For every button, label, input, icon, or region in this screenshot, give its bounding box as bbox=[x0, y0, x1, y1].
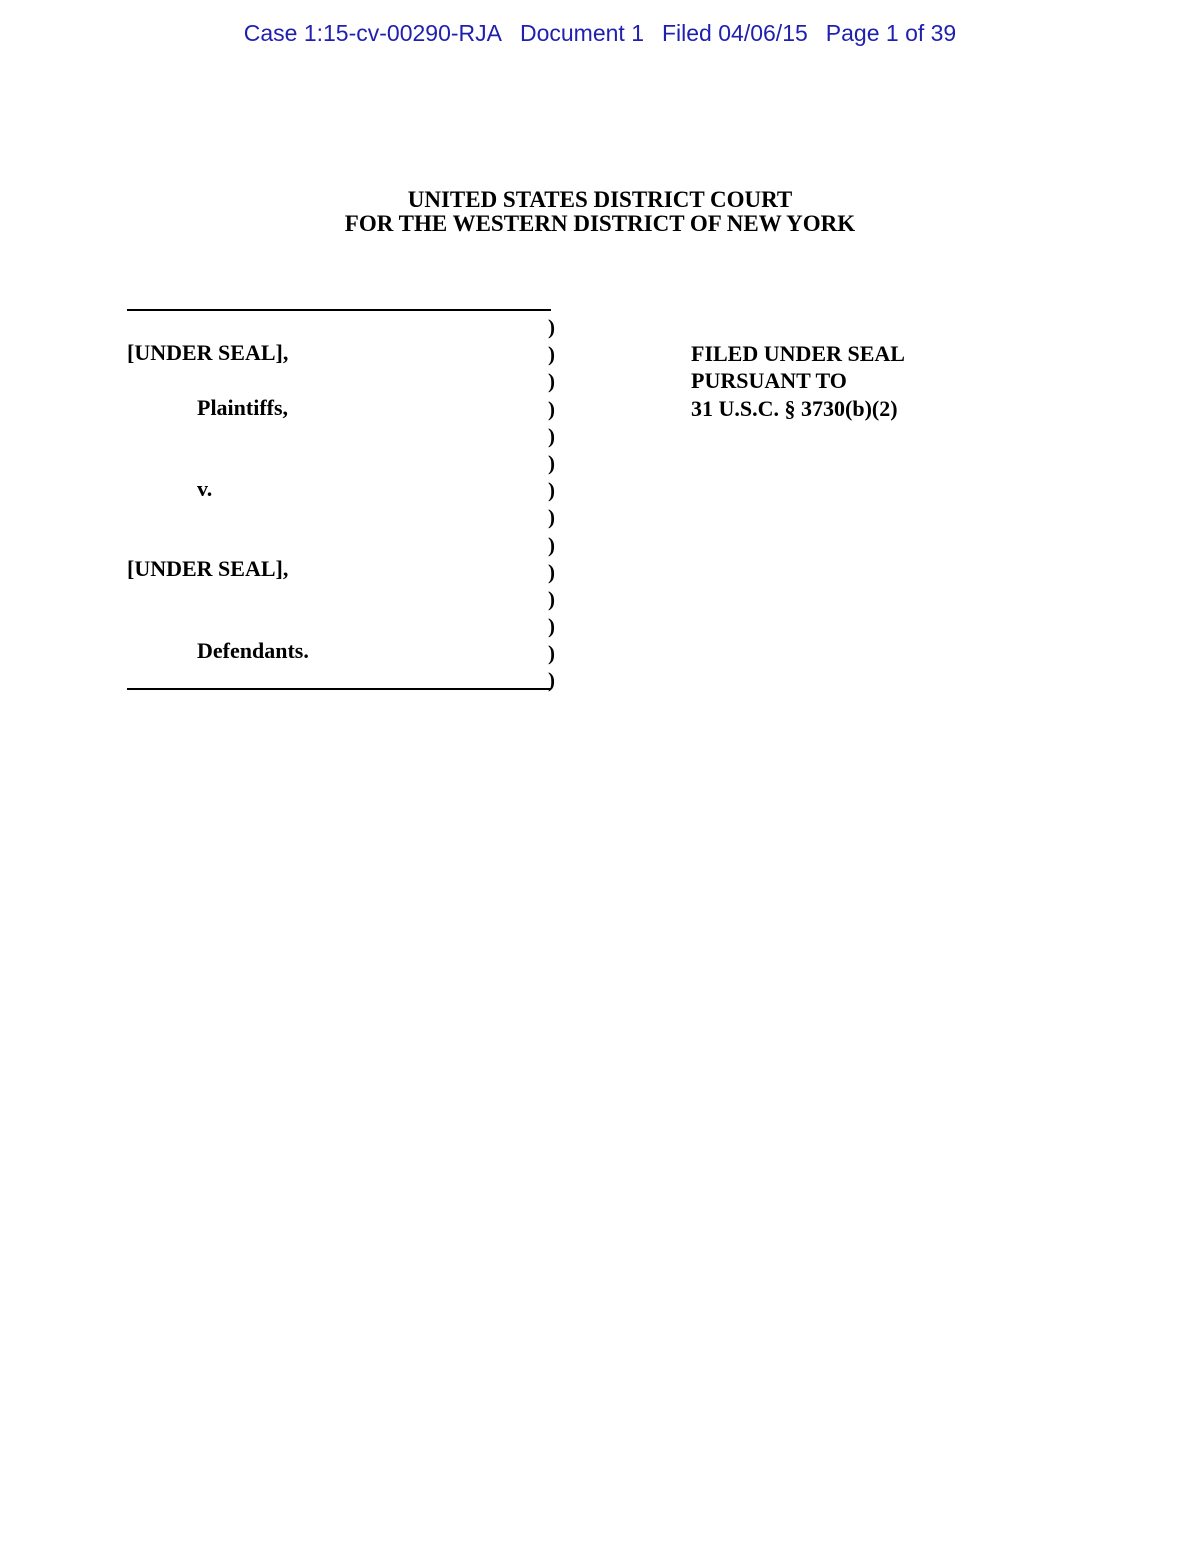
court-title bbox=[0, 188, 1200, 236]
caption-paren: ) bbox=[548, 559, 555, 584]
page-indicator: Page 1 of 39 bbox=[825, 20, 957, 46]
court-title-line1: UNITED STATES DISTRICT COURT bbox=[407, 187, 793, 212]
defendant-role: Defendants. bbox=[197, 638, 309, 663]
seal-notice-line1: FILED UNDER SEAL bbox=[691, 341, 905, 366]
caption-paren: ) bbox=[548, 342, 555, 367]
court-title-line2: FOR THE WESTERN DISTRICT OF NEW YORK bbox=[344, 211, 856, 236]
caption-paren: ) bbox=[548, 641, 555, 666]
seal-notice bbox=[691, 340, 905, 422]
caption-paren: ) bbox=[548, 668, 555, 693]
caption-paren: ) bbox=[548, 450, 555, 475]
caption-paren: ) bbox=[548, 315, 555, 339]
caption-paren: ) bbox=[548, 478, 555, 503]
plaintiff-role: Plaintiffs, bbox=[197, 395, 289, 420]
versus-label: v. bbox=[197, 476, 213, 501]
case-number: Case 1:15-cv-00290-RJA bbox=[243, 20, 502, 46]
ecf-header bbox=[0, 20, 1200, 47]
plaintiff-name: [UNDER SEAL], bbox=[127, 340, 289, 365]
caption-paren: ) bbox=[548, 396, 555, 421]
filed-date: Filed 04/06/15 bbox=[662, 20, 808, 46]
seal-notice-line3: 31 U.S.C. § 3730(b)(2) bbox=[691, 395, 898, 421]
defendant-name: [UNDER SEAL], bbox=[127, 556, 289, 581]
caption-paren: ) bbox=[548, 532, 555, 557]
seal-notice-line2: PURSUANT TO bbox=[691, 368, 847, 394]
caption-paren-column bbox=[548, 314, 568, 695]
caption-top-rule bbox=[127, 309, 551, 311]
caption-paren: ) bbox=[548, 505, 555, 530]
caption-paren: ) bbox=[548, 614, 555, 639]
caption-paren: ) bbox=[548, 369, 555, 394]
caption-paren: ) bbox=[548, 423, 555, 448]
caption-paren: ) bbox=[548, 586, 555, 611]
caption-bottom-rule bbox=[127, 688, 551, 690]
document-number: Document 1 bbox=[519, 20, 644, 46]
